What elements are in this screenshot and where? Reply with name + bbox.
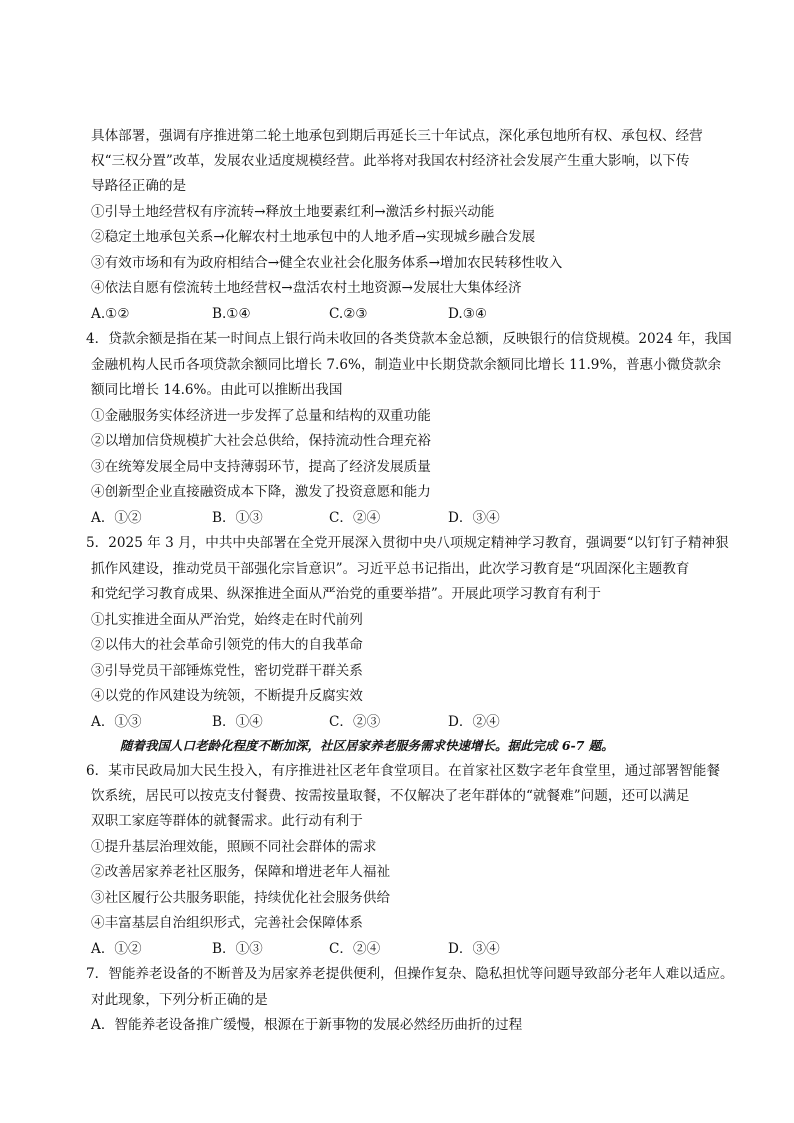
choice-d: D．③④ [448, 941, 500, 957]
q6-option: ②改善居家养老社区服务，保障和增进老年人福祉 [91, 864, 391, 880]
q6-option: ③社区履行公共服务职能，持续优化社会服务供给 [91, 890, 391, 906]
material-intro: 随着我国人口老龄化程度不断加深，社区居家养老服务需求快速增长。据此完成 6-7 题。 [120, 738, 614, 753]
q3-option: ①引导土地经营权有序流转→释放土地要素红利→激活乡村振兴动能 [91, 204, 495, 220]
choice-a: A．①② [91, 941, 142, 957]
q4-option: ④创新型企业直接融资成本下降，激发了投资意愿和能力 [91, 484, 431, 500]
choice-a: A．①③ [91, 714, 142, 730]
choice-b: B．①③ [212, 510, 263, 526]
choice-b: B.①④ [212, 306, 251, 322]
q4-stem-line: 额同比增长 14.6%。由此可以推断出我国 [91, 382, 343, 398]
q5-stem-line: 5．2025 年 3 月，中共中央部署在全党开展深入贯彻中央八项规定精神学习教育，强调要“以钉钉子精神狠 [86, 535, 729, 551]
q4-option: ②以增加信贷规模扩大社会总供给，保持流动性合理充裕 [91, 433, 431, 449]
q6-stem-line: 饮系统，居民可以按克支付餐费、按需按量取餐，不仅解决了老年群体的“就餐难”问题，还可以满足 [91, 788, 690, 804]
choice-c: C.②③ [329, 306, 368, 322]
q6-option: ④丰富基层自治组织形式，完善社会保障体系 [91, 915, 363, 931]
choice-d: D.③④ [448, 306, 488, 322]
q4-stem-line: 金融机构人民币各项贷款余额同比增长 7.6%，制造业中长期贷款余额同比增长 11.9%，普惠小微贷款余 [91, 357, 722, 373]
choice-a: A.①② [91, 306, 130, 322]
q6-stem-line: 双职工家庭等群体的就餐需求。此行动有利于 [91, 813, 363, 829]
choice-b: B．①④ [212, 714, 263, 730]
choice-d: D．②④ [448, 714, 500, 730]
choice-b: B．①③ [212, 941, 263, 957]
q7-stem-line: 对此现象，下列分析正确的是 [91, 992, 268, 1008]
q3-stem-line: 具体部署，强调有序推进第二轮土地承包到期后再延长三十年试点，深化承包地所有权、承包权、经营 [91, 128, 703, 144]
choice-c: C．②③ [329, 714, 381, 730]
q7-option-a: A．智能养老设备推广缓慢，根源在于新事物的发展必然经历曲折的过程 [91, 1017, 523, 1033]
q6-option: ①提升基层治理效能，照顾不同社会群体的需求 [91, 839, 377, 855]
q5-stem-line: 和党纪学习教育成果、纵深推进全面从严治党的重要举措”。开展此项学习教育有利于 [91, 586, 601, 602]
q3-option: ②稳定土地承包关系→化解农村土地承包中的人地矛盾→实现城乡融合发展 [91, 229, 536, 245]
choice-a: A．①② [91, 510, 142, 526]
q4-option: ③在统筹发展全局中支持薄弱环节，提高了经济发展质量 [91, 459, 431, 475]
q3-stem-line: 导路径正确的是 [91, 178, 187, 194]
q4-stem-line: 4．贷款余额是指在某一时间点上银行尚未收回的各类贷款本金总额，反映银行的信贷规模。2024 年，我国 [86, 331, 732, 347]
q3-stem-line: 权“三权分置”改革，发展农业适度规模经营。此举将对我国农村经济社会发展产生重大影响，以下传 [91, 153, 690, 169]
choice-d: D．③④ [448, 510, 500, 526]
q5-stem-line: 抓作风建设，推动党员干部强化宗旨意识”。习近平总书记指出，此次学习教育是“巩固深化主题教育 [91, 561, 690, 577]
q5-option: ④以党的作风建设为统领，不断提升反腐实效 [91, 688, 363, 704]
choice-c: C．②④ [329, 510, 381, 526]
q3-option: ③有效市场和有为政府相结合→健全农业社会化服务体系→增加农民转移性收入 [91, 255, 563, 271]
q7-stem-line: 7．智能养老设备的不断普及为居家养老提供便利，但操作复杂、隐私担忧等问题导致部分老年人难以适应。 [86, 966, 734, 982]
q3-option: ④依法自愿有偿流转土地经营权→盘活农村土地资源→发展壮大集体经济 [91, 280, 522, 296]
q5-option: ②以伟大的社会革命引领党的伟大的自我革命 [91, 637, 363, 653]
choice-c: C．②④ [329, 941, 381, 957]
q4-option: ①金融服务实体经济进一步发挥了总量和结构的双重功能 [91, 408, 431, 424]
q5-option: ①扎实推进全面从严治党，始终走在时代前列 [91, 612, 363, 628]
q6-stem-line: 6．某市民政局加大民生投入，有序推进社区老年食堂项目。在首家社区数字老年食堂里，通过部署智能餐 [86, 763, 720, 779]
q5-option: ③引导党员干部锤炼党性，密切党群干群关系 [91, 663, 363, 679]
